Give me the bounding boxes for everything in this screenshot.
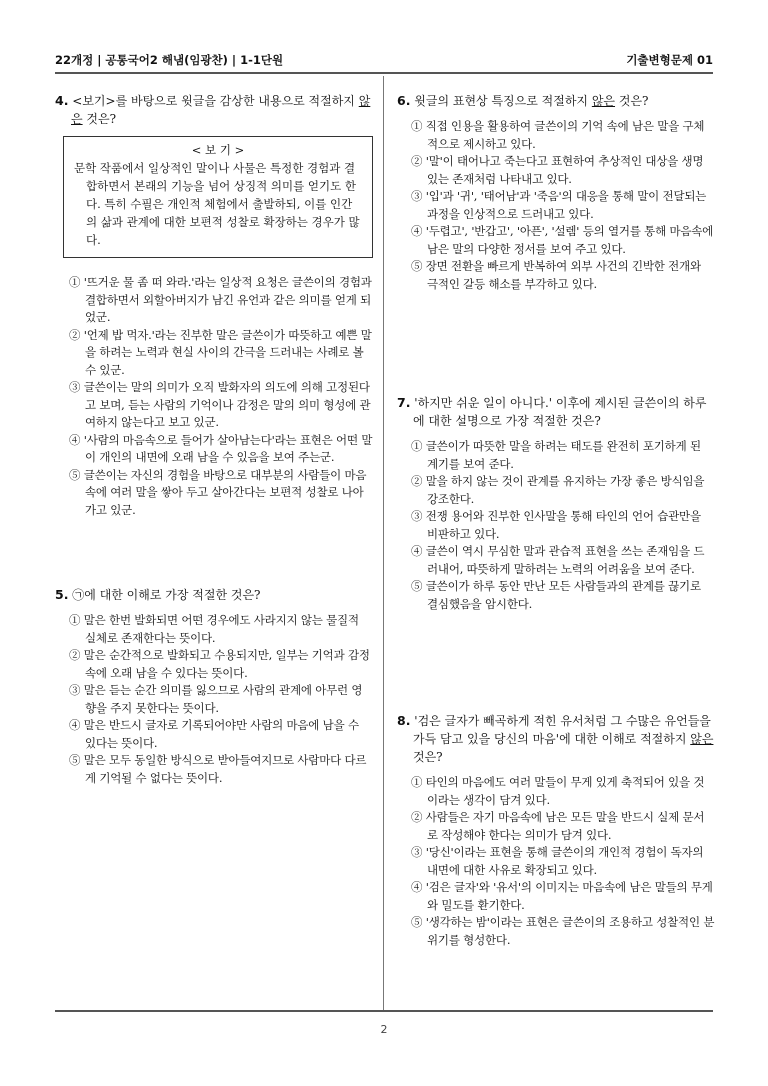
bogi-title: < 보 기 > [191,143,245,157]
option[interactable]: ③ 말은 듣는 순간 의미를 잃으므로 사람의 관계에 아무런 영향을 주지 못한다는 뜻이다. [69,683,363,715]
question-stem: 8. '검은 글자가 빼곡하게 적힌 유서처럼 그 수많은 유언들을 가득 담고 있을 당신의 마음'에 대한 이해로 적절하지 않은 것은? [397,713,714,764]
option[interactable]: ① 직접 인용을 활용하여 글쓴이의 기억 속에 남은 말을 구체적으로 제시하고 있다. [411,119,705,151]
option[interactable]: ① 글쓴이가 따뜻한 말을 하려는 태도를 완전히 포기하게 된 계기를 보여 준다. [411,439,701,471]
option[interactable]: ② 사람들은 자기 마음속에 남은 모든 말을 반드시 실제 문서로 작성해야 한다는 의미가 담겨 있다. [411,810,705,842]
question-stem: 5. ㉠에 대한 이해로 가장 적절한 것은? [55,587,261,602]
question-5 [55,586,373,787]
option[interactable]: ⑤ 말은 모두 동일한 방식으로 받아들여지므로 사람마다 다르게 기억될 수 없다는 뜻이다. [69,753,367,785]
emphasis-underline: 않은 [71,94,371,126]
option[interactable]: ① '뜨거운 물 좀 떠 와라.'라는 일상적 요청은 글쓴이의 경험과 결합하면서 외할아버지가 남긴 유언과 같은 의미를 얻게 되었군. [69,275,372,324]
option[interactable]: ⑤ 글쓴이가 하루 동안 만난 모든 사람들과의 관계를 끊기로 결심했음을 암시한다. [411,579,701,611]
option[interactable]: ④ '사람의 마음속으로 들어가 살아남는다'라는 표현은 어떤 말이 개인의 내면에 오래 남을 수 있음을 보여 주는군. [69,432,373,464]
option[interactable]: ③ 전쟁 용어와 진부한 인사말을 통해 타인의 언어 습관만을 비판하고 있다. [411,509,701,541]
question-number: 7. [397,395,411,410]
bogi-body: 문학 작품에서 일상적인 말이나 사물은 특정한 경험과 결합하면서 본래의 기능을 넘어 상징적 의미를 얻기도 한다. 특히 수필은 개인적 체험에서 출발하되, 이를 인간의 삶과 관계에 대한 보편적 성찰로 확장하는 경우가 많다. [74,161,360,247]
option[interactable]: ④ '검은 글자'와 '유서'의 이미지는 마음속에 남은 말들의 무게와 밀도를 환기한다. [411,880,713,912]
question-stem: 7. '하지만 쉬운 일이 아니다.' 이후에 제시된 글쓴이의 하루에 대한 설명으로 가장 적절한 것은? [397,395,707,428]
question-stem: 6. 윗글의 표현상 특징으로 적절하지 않은 것은? [397,93,649,108]
option[interactable]: ④ '두렵고', '반갑고', '아픈', '설렘' 등의 열거를 통해 마음속에 남은 말의 다양한 정서를 보여 주고 있다. [411,224,714,256]
emphasis-underline: 않은 [591,94,616,108]
option[interactable]: ③ '입'과 '귀', '태어남'과 '죽음'의 대응을 통해 말이 전달되는 과정을 인상적으로 드러내고 있다. [411,189,707,221]
page-header [55,48,713,68]
option[interactable]: ② 말을 하지 않는 것이 관계를 유지하는 가장 좋은 방식임을 강조한다. [411,474,705,506]
option[interactable]: ② '언제 밥 먹자.'라는 진부한 말은 글쓴이가 따뜻하고 예쁜 말을 하려는 노력과 현실 사이의 간극을 드러내는 사례로 볼 수 있군. [69,327,372,377]
option[interactable]: ① 말은 한번 발화되면 어떤 경우에도 사라지지 않는 물질적 실체로 존재한다는 뜻이다. [69,613,359,645]
header-section-title: 기출변형문제 01 [626,53,713,67]
option[interactable]: ④ 말은 반드시 글자로 기록되어야만 사람의 마음에 남을 수 있다는 뜻이다. [69,718,359,750]
footer-rule [55,1010,713,1012]
question-number: 6. [397,93,411,108]
option[interactable]: ⑤ '생각하는 밤'이라는 표현은 글쓴이의 조용하고 성찰적인 분위기를 형성한다. [411,915,715,947]
header-rule [55,72,713,74]
option[interactable]: ④ 글쓴이 역시 무심한 말과 관습적 표현을 쓰는 존재임을 드러내어, 따뜻하게 말하려는 노력의 어려움을 보여 준다. [411,544,705,576]
question-4 [55,92,373,519]
option[interactable]: ③ 글쓴이는 말의 의미가 오직 발화자의 의도에 의해 고정된다고 보며, 듣는 사람의 기억이나 감정은 말의 의미 형성에 관여하지 않는다고 보고 있군. [69,380,371,429]
option[interactable]: ② 말은 순간적으로 발화되고 수용되지만, 일부는 기억과 감정 속에 오래 남을 수 있다는 뜻이다. [69,648,370,680]
column-divider [383,76,384,1010]
option[interactable]: ② '말'이 태어나고 죽는다고 표현하여 추상적인 대상을 생명 있는 존재처럼 나타내고 있다. [411,154,704,186]
option[interactable]: ⑤ 장면 전환을 빠르게 반복하여 외부 사건의 긴박한 전개와 극적인 갈등 해소를 부각하고 있다. [411,259,701,291]
page-number: 2 [380,1023,388,1036]
emphasis-underline: 않은 [690,732,714,746]
question-7 [397,394,715,613]
question-8 [397,712,715,949]
option[interactable]: ③ '당신'이라는 표현을 통해 글쓴이의 개인적 경험이 독자의 내면에 대한 사유로 확장되고 있다. [411,845,704,877]
option[interactable]: ⑤ 글쓴이는 자신의 경험을 바탕으로 대부분의 사람들이 마음속에 여러 말을 쌓아 두고 살아간다는 보편적 성찰로 나아가고 있군. [69,467,367,517]
question-6 [397,92,715,293]
question-number: 8. [397,713,411,728]
option[interactable]: ① 타인의 마음에도 여러 말들이 무게 있게 축적되어 있을 것이라는 생각이 담겨 있다. [411,775,705,807]
question-number: 5. [55,587,69,602]
bogi-box [63,136,373,258]
header-course-info: 22개정 | 공통국어2 해냄(임광찬) | 1-1단원 [55,53,284,67]
question-number: 4. [55,93,69,108]
question-stem: 4. <보기>를 바탕으로 윗글을 감상한 내용으로 적절하지 않은 것은? [55,93,371,126]
